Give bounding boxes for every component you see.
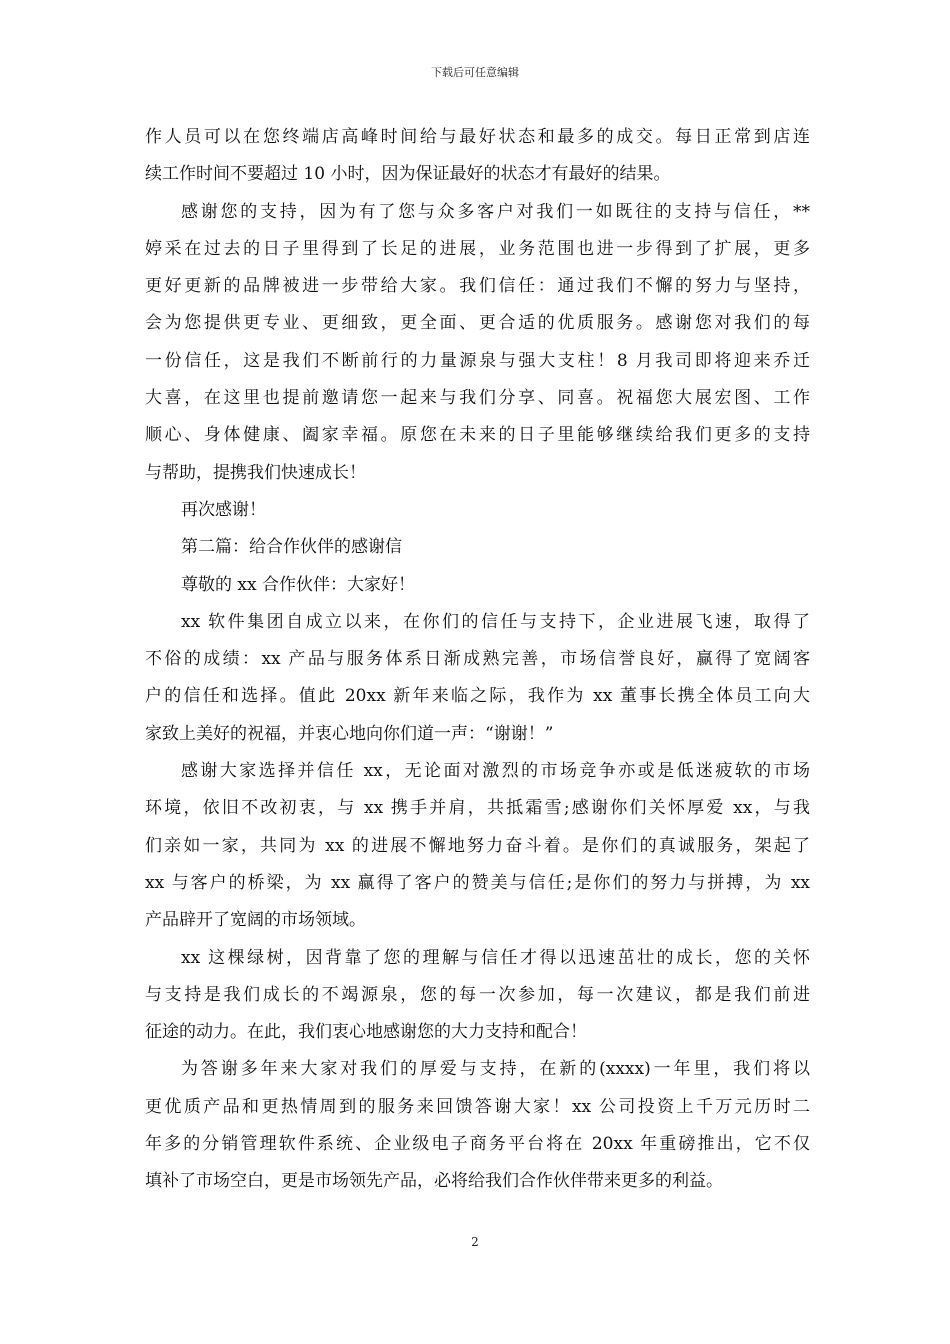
document-body [145, 119, 810, 1201]
text-line: 产品辟开了宽阔的市场领域。 [145, 910, 366, 931]
text-line: 感谢大家选择并信任 xx，无论面对激烈的市场竞争亦或是低迷疲软的市场 [181, 761, 810, 782]
text-line: 续工作时间不要超过 10 小时，因为保证最好的状态才有最好的结果。 [145, 164, 671, 185]
text-line: 与帮助，提携我们快速成长！ [145, 462, 366, 483]
text-line: 更优质产品和更热情周到的服务来回馈答谢大家！xx 公司投资上千万元历时二 [145, 1096, 810, 1117]
text-line: 尊敬的 xx 合作伙伴：大家好！ [181, 574, 415, 595]
text-line: 再次感谢！ [181, 499, 266, 520]
text-line: 一份信任，这是我们不断前行的力量源泉与强大支柱！8 月我司即将迎来乔迁 [145, 350, 810, 371]
page-header: 下载后可任意编辑 [431, 66, 519, 79]
text-line: 大喜，在这里也提前邀请您一起来与我们分享、同喜。祝福您大展宏图、工作 [145, 388, 810, 409]
text-line: 不俗的成绩：xx 产品与服务体系日渐成熟完善，市场信誉良好，赢得了宽阔客 [145, 649, 810, 670]
text-line: 年多的分销管理软件系统、企业级电子商务平台将在 20xx 年重磅推出，它不仅 [145, 1134, 810, 1155]
text-line: 顺心、身体健康、阖家幸福。原您在未来的日子里能够继续给我们更多的支持 [145, 425, 810, 446]
page-number: 2 [471, 1235, 479, 1249]
text-line: xx 软件集团自成立以来，在你们的信任与支持下，企业进展飞速，取得了 [181, 611, 810, 632]
text-line: 婷采在过去的日子里得到了长足的进展，业务范围也进一步得到了扩展，更多 [145, 238, 810, 259]
text-line: xx 这棵绿树，因背靠了您的理解与信任才得以迅速茁壮的成长，您的关怀 [181, 947, 810, 968]
text-line: 户的信任和选择。值此 20xx 新年来临之际，我作为 xx 董事长携全体员工向大 [145, 686, 810, 707]
text-line: 家致上美好的祝福，并衷心地向你们道一声：“谢谢！” [145, 723, 554, 744]
text-line: 为答谢多年来大家对我们的厚爱与支持，在新的(xxxx)一年里，我们将以 [181, 1059, 810, 1080]
text-line: 征途的动力。在此，我们衷心地感谢您的大力支持和配合！ [145, 1022, 587, 1043]
text-line: 们亲如一家，共同为 xx 的进展不懈地努力奋斗着。是你们的真诚服务，架起了 [145, 835, 810, 856]
text-line: 环境，依旧不改初衷，与 xx 携手并肩，共抵霜雪;感谢你们关怀厚爱 xx，与我 [145, 798, 810, 819]
text-line: 第二篇：给合作伙伴的感谢信 [181, 537, 402, 558]
text-line: 与支持是我们成长的不竭源泉，您的每一次参加，每一次建议，都是我们前进 [145, 984, 810, 1005]
text-line: 会为您提供更专业、更细致，更全面、更合适的优质服务。感谢您对我们的每 [145, 313, 810, 334]
text-line: 更好更新的品牌被进一步带给大家。我们信任：通过我们不懈的努力与坚持， [145, 276, 810, 297]
text-line: 填补了市场空白，更是市场领先产品，必将给我们合作伙伴带来更多的利益。 [145, 1171, 723, 1192]
text-line: 感谢您的支持，因为有了您与众多客户对我们一如既往的支持与信任，** [181, 201, 810, 222]
text-line: xx 与客户的桥梁，为 xx 赢得了客户的赞美与信任;是你们的努力与拼搏，为 xx [145, 872, 810, 893]
text-line: 作人员可以在您终端店高峰时间给与最好状态和最多的成交。每日正常到店连 [145, 127, 810, 147]
